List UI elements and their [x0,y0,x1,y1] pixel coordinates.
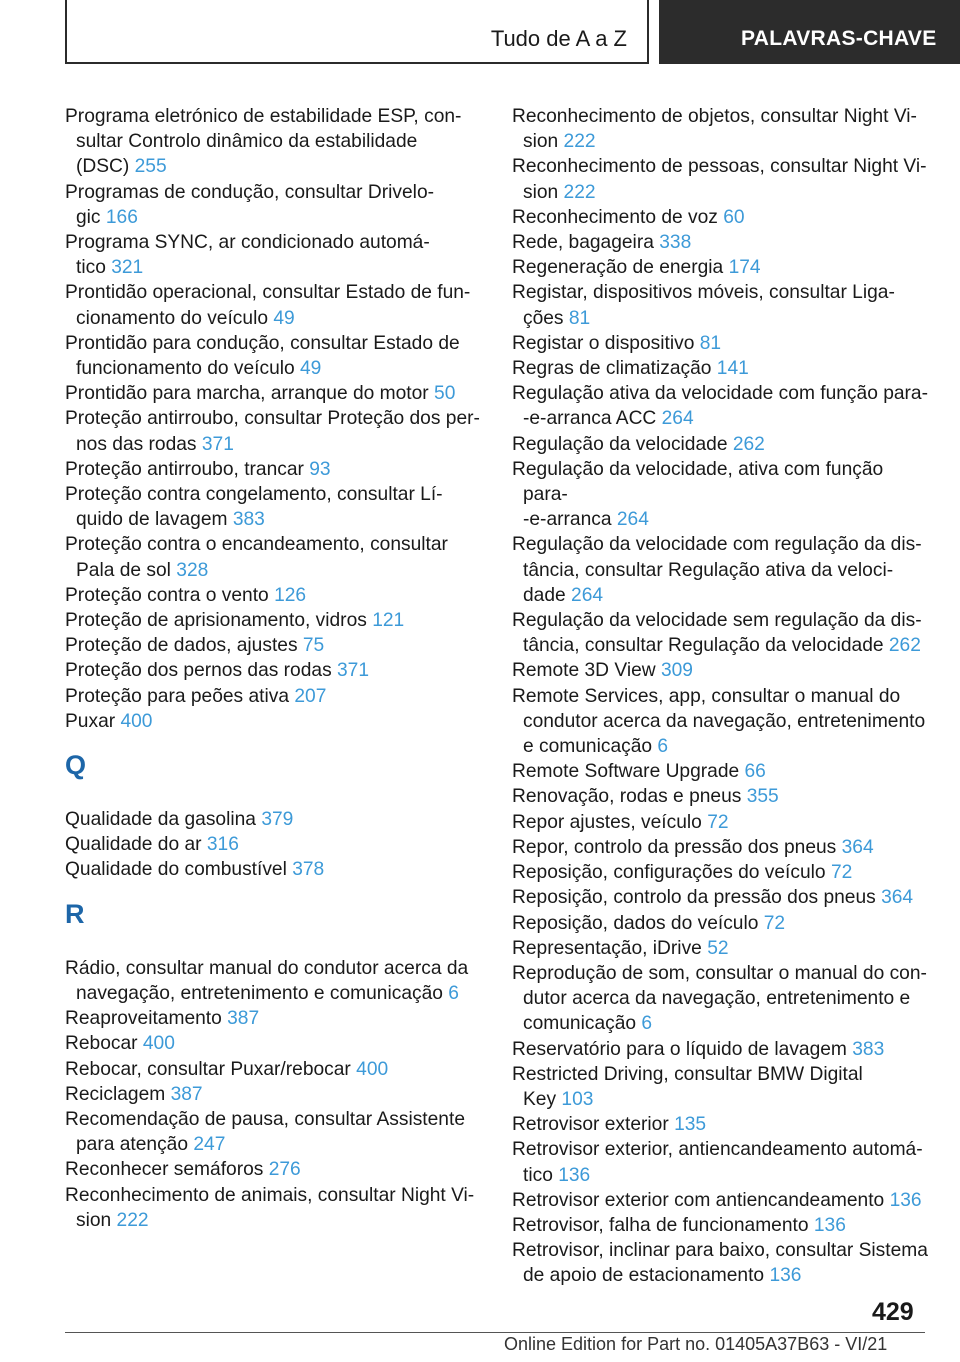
index-page-link[interactable]: 383 [232,509,265,531]
index-page-link[interactable]: 379 [261,809,294,831]
index-entry-text: Rádio, consultar manual do condutor acerca da navegação, entretenimento e comunicação [65,957,469,1004]
index-entry-text: Proteção para peões ativa [65,685,290,707]
footer-divider [65,1332,925,1333]
index-entry-text: Proteção antirroubo, trancar [65,458,304,480]
index-entry-text: Reposição, dados do veículo [512,912,759,934]
index-page-link[interactable]: 364 [841,836,874,858]
index-page-link[interactable]: 166 [105,206,138,228]
index-entry [512,154,930,204]
index-entry [65,1157,480,1182]
index-page-link[interactable]: 6 [657,736,669,758]
index-page-link[interactable]: 207 [294,685,327,707]
index-entry [65,457,480,482]
index-entry [512,684,930,760]
index-page-link[interactable]: 135 [674,1114,707,1136]
index-page-link[interactable]: 222 [563,181,596,203]
index-page-link[interactable]: 264 [571,584,604,606]
index-entry [512,1137,930,1187]
index-entry-text: Programas de condução, consultar Drivelo- gic [65,181,435,228]
page-header [0,0,960,66]
index-entry-text: Regulação ativa da velocidade com função para- -e-arranca ACC [512,383,928,430]
index-entry-text: Renovação, rodas e pneus [512,786,742,808]
index-page-link[interactable]: 316 [206,834,239,856]
index-page-link[interactable]: 400 [142,1033,175,1055]
index-page-link[interactable]: 400 [356,1058,389,1080]
index-page-link[interactable]: 222 [116,1209,149,1231]
index-entry [512,104,930,154]
index-entry [65,230,480,280]
index-entry [65,331,480,381]
index-entry [512,784,930,809]
index-entry [65,482,480,532]
index-entry-text: Prontidão para condução, consultar Estado de funcionamento do veículo [65,332,460,380]
index-entry [65,1057,480,1082]
index-entry [512,432,930,457]
header-keyword-tab [659,0,960,64]
index-entry [512,280,930,330]
index-entry [512,331,930,356]
index-entry-text: Reconhecimento de pessoas, consultar Night Vi- sion [512,156,927,203]
index-page-link[interactable]: 262 [888,635,921,657]
index-entry-text: Proteção antirroubo, consultar Proteção dos per- nos das rodas [65,408,480,455]
index-page-link[interactable]: 355 [746,786,779,808]
index-page-link[interactable]: 72 [763,912,786,934]
index-page-link[interactable]: 338 [659,232,692,254]
index-entry [512,457,930,533]
index-entry [512,381,930,431]
index-entry-text: Reconhecer semáforos [65,1159,264,1181]
index-entry [512,230,930,255]
index-entry-text: Registar o dispositivo [512,332,695,354]
index-page-link[interactable]: 49 [273,307,295,329]
index-entry [65,684,480,709]
index-page-link[interactable]: 6 [641,1013,653,1035]
index-entry-text: Proteção de aprisionamento, vidros [65,610,367,632]
index-entry-text: Regras de climatização [512,358,712,380]
index-entry-text: Retrovisor exterior com antiencandeamento [512,1189,885,1211]
index-entry [512,1188,930,1213]
index-page-link[interactable]: 378 [292,859,325,881]
index-entry [65,406,480,456]
index-page-link[interactable]: 72 [830,862,853,884]
index-entry [65,857,480,882]
index-entry [65,1031,480,1056]
index-entry [512,608,930,658]
index-entry-text: Prontidão para marcha, arranque do motor [65,383,429,405]
header-section-title: Tudo de A a Z [490,26,627,51]
index-page-link[interactable]: 309 [660,660,693,682]
index-entry-text: Registar, dispositivos móveis, consultar Liga- ções [512,282,895,329]
index-entry [512,885,930,910]
index-entry-text: Regulação da velocidade, ativa com função para- -e-arranca [512,458,884,531]
index-entry [65,956,480,1006]
index-page-link[interactable]: 93 [309,458,331,480]
index-column-left [65,104,480,1233]
index-entry [512,255,930,280]
index-entry-text: Reconhecimento de objetos, consultar Night Vi- sion [512,106,917,153]
index-entry [512,936,930,961]
index-page-link[interactable]: 383 [852,1038,885,1060]
index-page-link[interactable]: 75 [302,635,325,657]
index-page-link[interactable]: 126 [274,584,307,606]
index-page-link[interactable]: 72 [707,811,729,833]
index-entry-text: Proteção contra congelamento, consultar Lí- quido de lavagem [65,484,443,531]
index-entry [512,1238,930,1288]
index-page-link[interactable]: 136 [558,1164,591,1186]
index-entry [65,104,480,180]
index-entry [512,810,930,835]
index-entry-text: Remote 3D View [512,660,656,682]
index-page-link[interactable]: 371 [201,433,234,455]
index-entry [512,532,930,608]
index-entry-text: Prontidão operacional, consultar Estado de fun- cionamento do veículo [65,282,471,329]
index-entry [512,961,930,1037]
index-page-link[interactable]: 103 [561,1088,594,1110]
index-entry [512,1112,930,1137]
index-entry [65,608,480,633]
index-entry-text: Reconhecimento de voz [512,206,718,228]
index-entry-text: Reposição, controlo da pressão dos pneus [512,887,876,909]
index-page-link[interactable]: 121 [372,610,405,632]
index-page-link[interactable]: 387 [227,1008,260,1030]
index-entry-text: Proteção contra o vento [65,584,269,606]
index-entry-text: Repor ajustes, veículo [512,811,702,833]
header-tab-label: PALAVRAS-CHAVE [741,27,937,50]
index-entry-text: Restricted Driving, consultar BMW Digital Key [512,1063,863,1110]
index-page-link[interactable]: 364 [881,887,914,909]
index-entry-text: Regulação da velocidade [512,433,728,455]
index-page-link[interactable]: 52 [707,937,729,959]
index-entry [65,1006,480,1031]
index-entry-text: Proteção contra o encandeamento, consultar Pala de sol [65,534,448,581]
index-page-link[interactable]: 387 [170,1083,203,1105]
index-page-link[interactable]: 262 [732,433,765,455]
index-page-link[interactable]: 321 [111,257,144,279]
index-entry-text: Qualidade da gasolina [65,809,256,831]
index-page-link[interactable]: 136 [889,1189,922,1211]
index-page-link[interactable]: 328 [176,559,209,581]
index-entry-text: Qualidade do combustível [65,859,287,881]
index-entry [65,1082,480,1107]
index-entry-text: Regulação da velocidade sem regulação da dis- tância, consultar Regulação da velocidade [512,610,922,657]
index-entry-text: Remote Software Upgrade [512,761,740,783]
footer-edition-text: Online Edition for Part no. 01405A37B63 - VI/21 [504,1334,888,1354]
index-entry [65,658,480,683]
index-page-link[interactable]: 255 [134,156,167,178]
index-column-right [512,104,930,1289]
index-entry-text: Rede, bagageira [512,232,654,254]
index-page-link[interactable]: 371 [337,660,370,682]
index-entry-text: Regeneração de energia [512,257,724,279]
index-entry [65,1107,480,1157]
index-entry-text: Remote Services, app, consultar o manual do condutor acerca da navegação, entretenimento e comunicação [512,685,926,758]
header-section-box [65,0,649,64]
index-page-link[interactable]: 60 [723,206,745,228]
index-entry-text: Repor, controlo da pressão dos pneus [512,836,837,858]
index-letter-heading: R [65,898,85,929]
index-entry [65,381,480,406]
index-page-link[interactable]: 6 [448,982,459,1004]
index-entry-text: Regulação da velocidade com regulação da dis- tância, consultar Regulação ativa da veloci- dade [512,534,922,606]
index-page-link[interactable]: 222 [563,131,596,153]
index-entry-text: Representação, iDrive [512,937,702,959]
index-entry-text: Proteção dos pernos das rodas [65,660,332,682]
index-page-link[interactable]: 247 [193,1134,226,1156]
index-letter-heading: Q [65,750,87,781]
index-page-link[interactable]: 276 [268,1159,301,1181]
index-entry-text: Rebocar, consultar Puxar/rebocar [65,1058,351,1080]
index-entry-text: Qualidade do ar [65,834,202,856]
index-entry-text: Retrovisor, inclinar para baixo, consultar Sistema de apoio de estacionamento [512,1240,928,1287]
index-entry [65,532,480,582]
index-page-link[interactable]: 400 [120,710,153,732]
index-entry [512,759,930,784]
index-entry [512,911,930,936]
index-entry [512,1037,930,1062]
index-entry [512,860,930,885]
index-entry-text: Reaproveitamento [65,1008,222,1030]
index-entry-text: Retrovisor, falha de funcionamento [512,1214,809,1236]
index-entry [65,280,480,330]
index-entry [65,832,480,857]
index-entry-text: Retrovisor exterior [512,1114,669,1136]
index-entry [512,205,930,230]
index-entry-text: Proteção de dados, ajustes [65,635,298,657]
index-entry-text: Reservatório para o líquido de lavagem [512,1038,847,1060]
index-entry-text: Programa eletrónico de estabilidade ESP, con- sultar Controlo dinâmico da estabilidade (DSC) [65,106,462,178]
index-entry [512,1062,930,1112]
index-entry [65,807,480,832]
index-entry [512,658,930,683]
index-entry [65,583,480,608]
index-entry [512,835,930,860]
index-page-link[interactable]: 264 [616,509,649,531]
index-page-link[interactable]: 264 [661,408,694,430]
index-page-link[interactable]: 141 [716,358,749,380]
index-entry [65,633,480,658]
index-entry-text: Reposição, configurações do veículo [512,862,826,884]
index-page-link[interactable]: 66 [744,761,766,783]
index-entry [65,1183,480,1233]
index-entry-text: Reciclagem [65,1083,166,1105]
index-entry-text: Rebocar [65,1033,138,1055]
index-page-link[interactable]: 136 [813,1214,846,1236]
index-entry-text: Retrovisor exterior, antiencandeamento automá- tico [512,1139,923,1186]
index-entry-text: Reprodução de som, consultar o manual do con- dutor acerca da navegação, entretenimento e comunicação [512,962,927,1035]
index-entry [65,709,480,734]
page-number: 429 [872,1298,914,1326]
index-entry-text: Reconhecimento de animais, consultar Night Vi- sion [65,1184,475,1231]
index-page-link[interactable]: 50 [434,383,456,405]
index-page-link[interactable]: 81 [568,307,591,329]
index-entry-text: Puxar [65,710,116,732]
index-page-link[interactable]: 49 [300,358,322,380]
index-page-link[interactable]: 81 [699,332,722,354]
index-entry [512,356,930,381]
index-entry [512,1213,930,1238]
index-entry-text: Recomendação de pausa, consultar Assistente para atenção [65,1108,465,1156]
index-entry-text: Programa SYNC, ar condicionado automá- tico [65,232,430,279]
index-page-link[interactable]: 136 [769,1265,802,1287]
index-page-link[interactable]: 174 [728,257,761,279]
index-entry [65,180,480,230]
